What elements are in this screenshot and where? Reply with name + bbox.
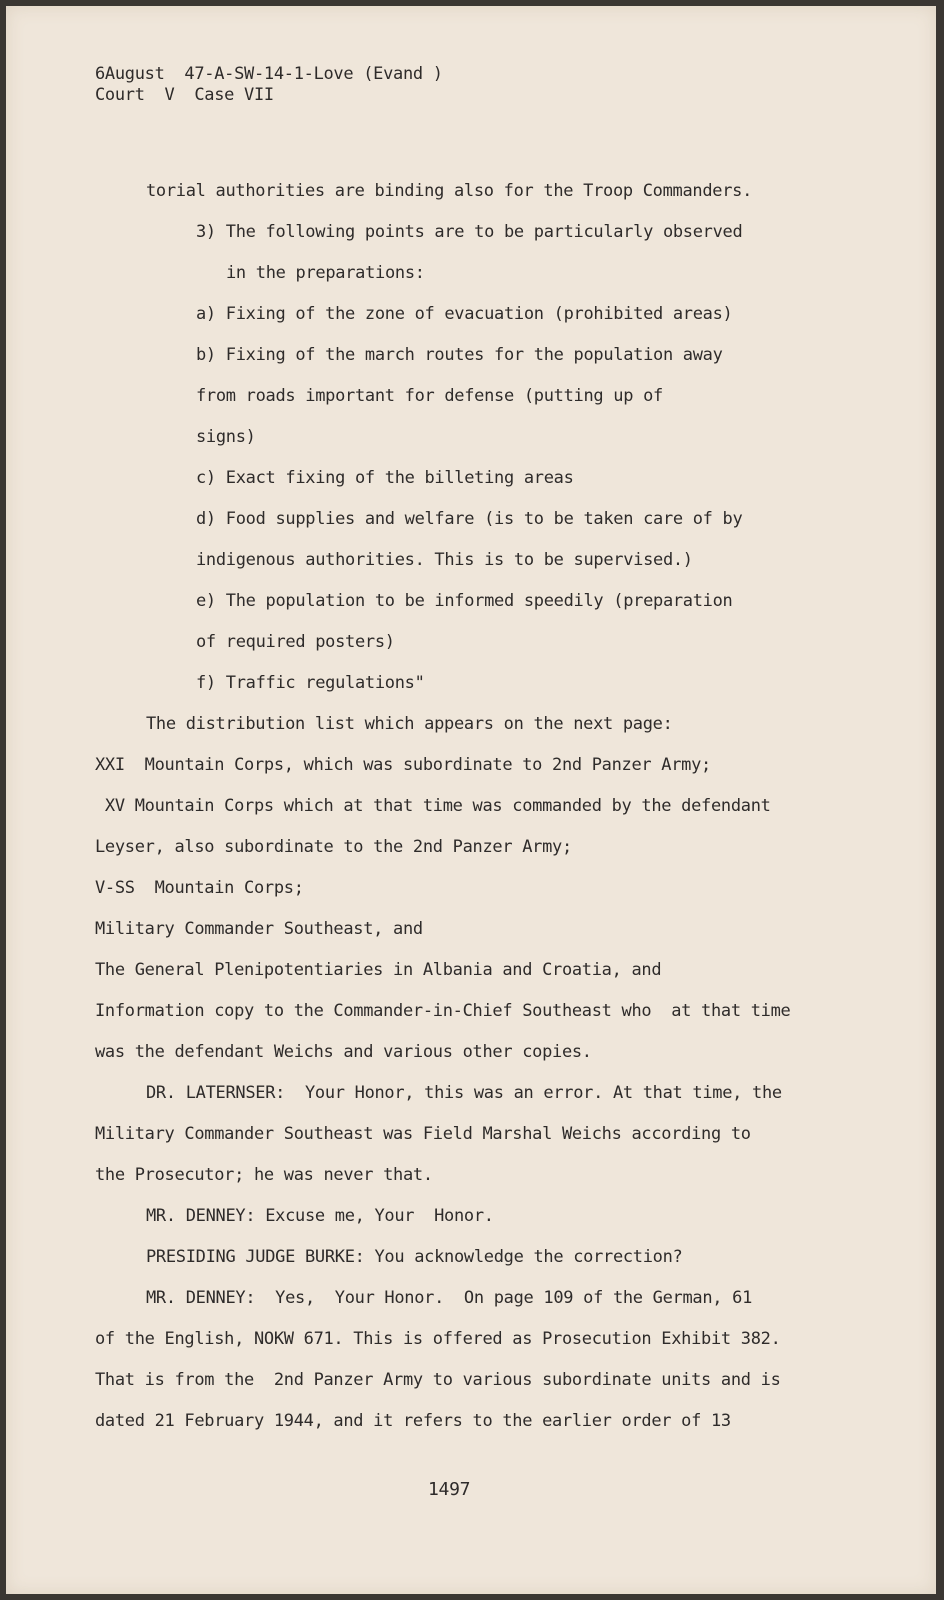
body-line: e) The population to be informed speedily (preparation bbox=[196, 591, 733, 611]
body-line: signs) bbox=[196, 427, 256, 447]
body-line: XXI Mountain Corps, which was subordinate to 2nd Panzer Army; bbox=[95, 755, 711, 775]
body-line: f) Traffic regulations" bbox=[196, 673, 425, 693]
body-line: Leyser, also subordinate to the 2nd Panzer Army; bbox=[95, 837, 572, 857]
body-line: Information copy to the Commander-in-Chief Southeast who at that time bbox=[95, 1001, 791, 1021]
body-line: Military Commander Southeast, and bbox=[95, 919, 423, 939]
body-line: c) Exact fixing of the billeting areas bbox=[196, 468, 574, 488]
header-line-1: 6August 47-A-SW-14-1-Love (Evand ) bbox=[95, 64, 443, 84]
body-line: The General Plenipotentiaries in Albania and Croatia, and bbox=[95, 960, 662, 980]
body-line: b) Fixing of the march routes for the population away bbox=[196, 345, 723, 365]
body-line: dated 21 February 1944, and it refers to the earlier order of 13 bbox=[95, 1411, 731, 1431]
body-line: torial authorities are binding also for the Troop Commanders. bbox=[146, 181, 753, 201]
body-line: That is from the 2nd Panzer Army to various subordinate units and is bbox=[95, 1370, 781, 1390]
body-line: The distribution list which appears on the next page: bbox=[146, 714, 673, 734]
body-line: in the preparations: bbox=[226, 263, 425, 283]
body-line: d) Food supplies and welfare (is to be taken care of by bbox=[196, 509, 743, 529]
body-line: V-SS Mountain Corps; bbox=[95, 878, 304, 898]
body-line: DR. LATERNSER: Your Honor, this was an error. At that time, the bbox=[146, 1083, 782, 1103]
body-line: 3) The following points are to be particularly observed bbox=[196, 222, 743, 242]
document-page bbox=[6, 6, 936, 1594]
body-line: from roads important for defense (putting up of bbox=[196, 386, 663, 406]
body-line: of required posters) bbox=[196, 632, 395, 652]
body-line: PRESIDING JUDGE BURKE: You acknowledge the correction? bbox=[146, 1247, 683, 1267]
page-number: 1497 bbox=[428, 1479, 471, 1500]
body-line: XV Mountain Corps which at that time was commanded by the defendant bbox=[95, 796, 771, 816]
body-line: the Prosecutor; he was never that. bbox=[95, 1165, 433, 1185]
body-line: of the English, NOKW 671. This is offered as Prosecution Exhibit 382. bbox=[95, 1329, 781, 1349]
body-line: Military Commander Southeast was Field Marshal Weichs according to bbox=[95, 1124, 751, 1144]
body-line: MR. DENNEY: Yes, Your Honor. On page 109 of the German, 61 bbox=[146, 1288, 753, 1308]
body-line: was the defendant Weichs and various other copies. bbox=[95, 1042, 592, 1062]
body-line: MR. DENNEY: Excuse me, Your Honor. bbox=[146, 1206, 494, 1226]
header-line-2: Court V Case VII bbox=[95, 85, 274, 105]
body-line: a) Fixing of the zone of evacuation (prohibited areas) bbox=[196, 304, 733, 324]
body-line: indigenous authorities. This is to be supervised.) bbox=[196, 550, 693, 570]
